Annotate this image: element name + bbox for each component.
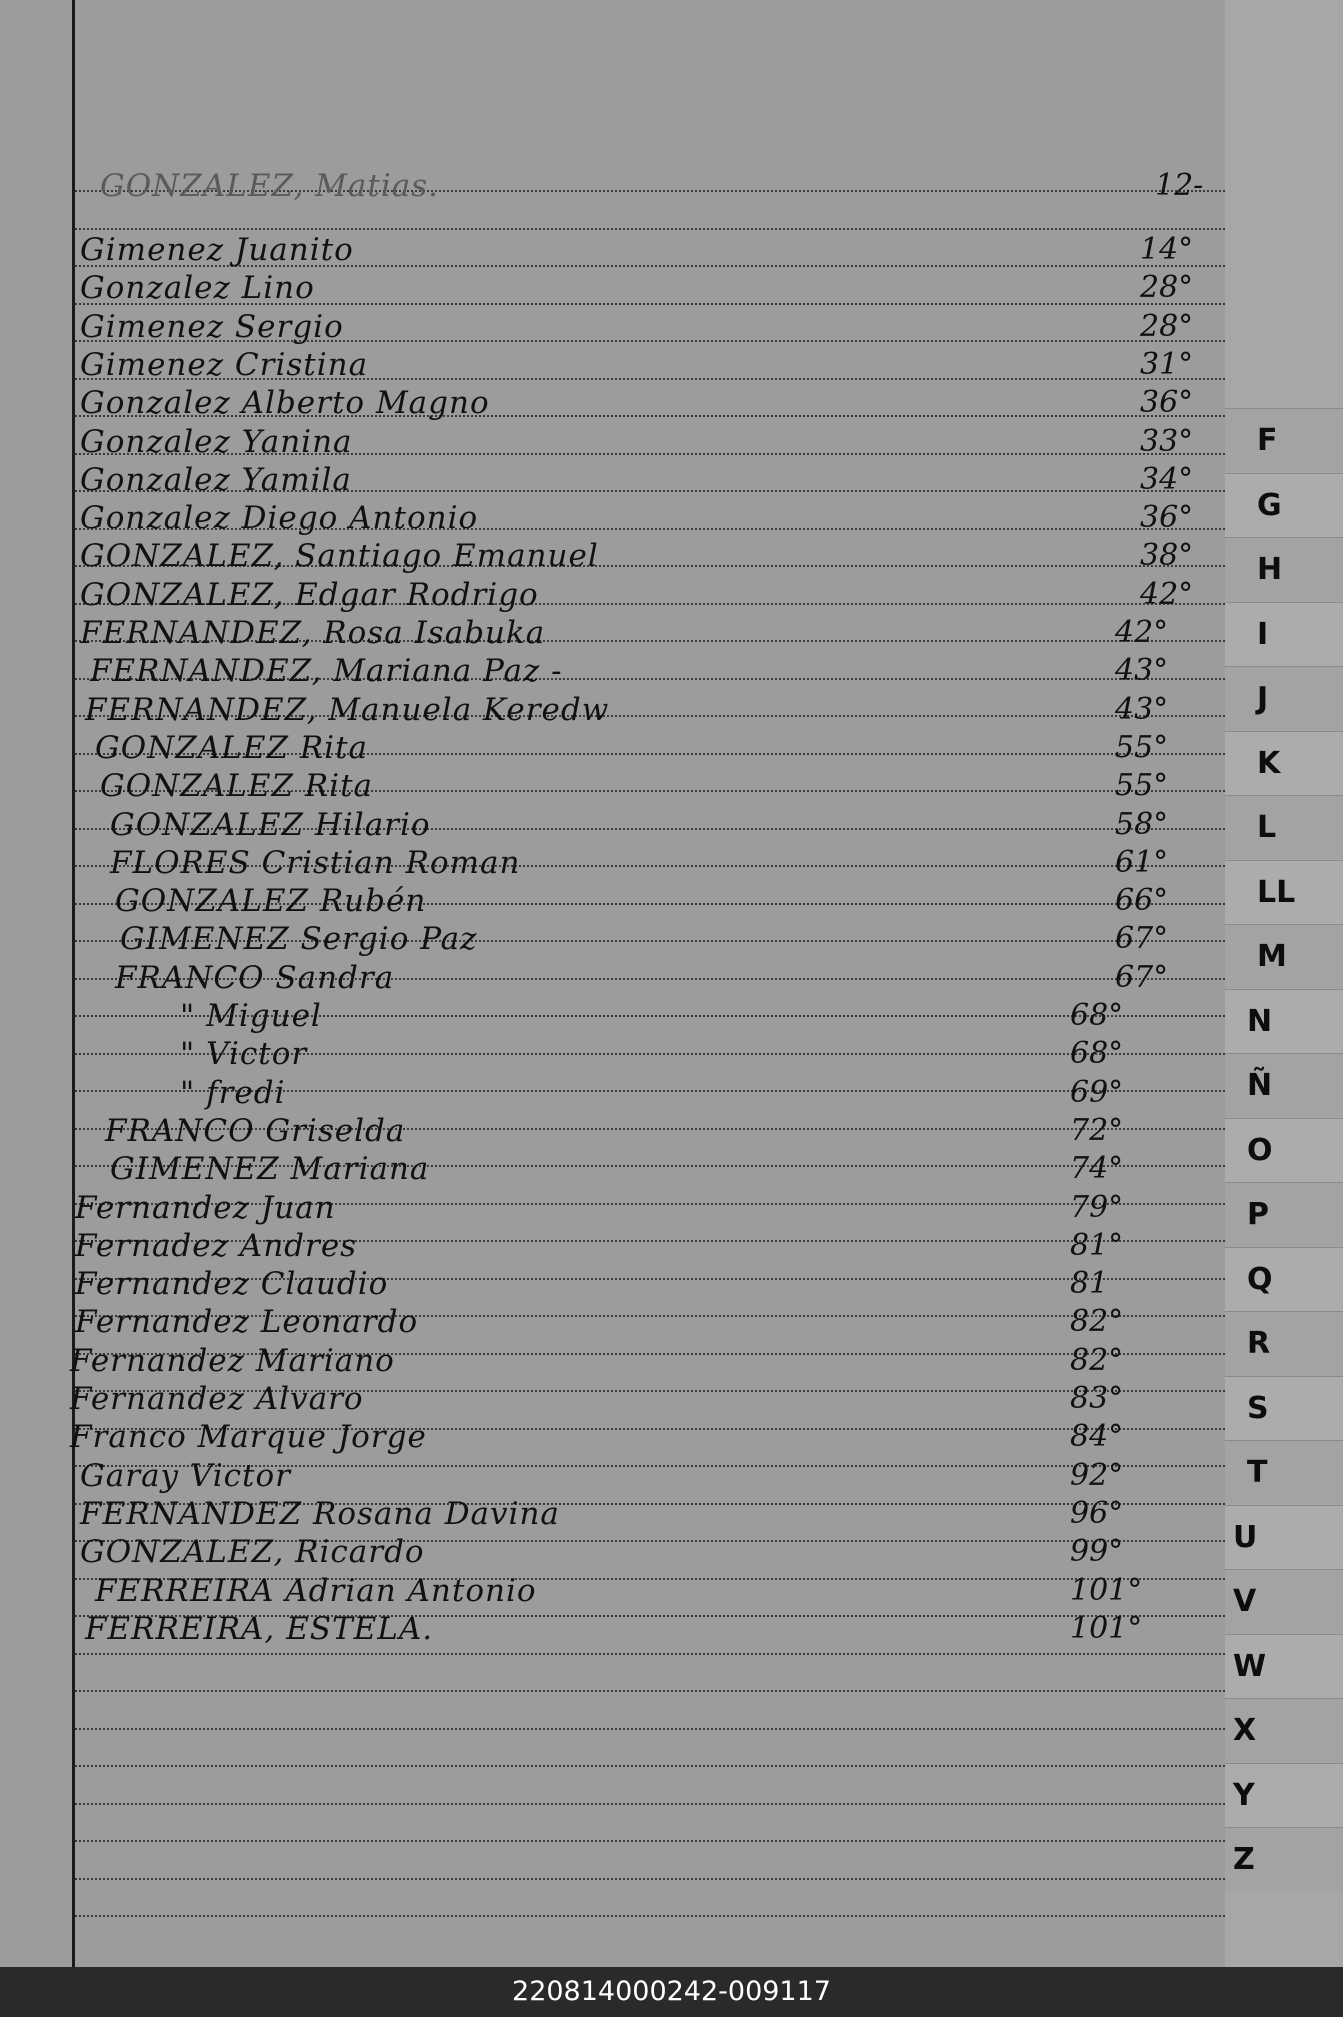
entry-number: 81°: [1070, 1227, 1124, 1263]
entry-name: FRANCO Griselda: [105, 1112, 406, 1149]
entry-number: 36°: [1140, 385, 1194, 421]
index-tab-letter: L: [1257, 810, 1277, 845]
index-tab-letter: O: [1247, 1132, 1273, 1168]
entry-number: 96°: [1070, 1495, 1124, 1531]
ledger-entry: [0, 1075, 1240, 1113]
ledger-entry: [0, 1304, 1240, 1342]
entry-number: 101°: [1070, 1572, 1143, 1608]
index-tab-letter: H: [1257, 552, 1283, 587]
entry-name: Franco Marque Jorge: [70, 1419, 427, 1456]
index-tab[interactable]: [1225, 1376, 1343, 1440]
entry-name: Fernadez Andres: [75, 1227, 358, 1264]
entry-number: 38°: [1140, 538, 1194, 574]
ledger-entry: [0, 385, 1240, 423]
entry-name: " fredi: [180, 1074, 286, 1111]
entry-name: Gonzalez Alberto Magno: [80, 385, 490, 422]
index-tab-letter: Q: [1247, 1261, 1273, 1297]
index-tab[interactable]: [1225, 1505, 1343, 1569]
entry-name: Gimenez Cristina: [80, 346, 369, 383]
entry-name: GONZALEZ Rita: [100, 768, 374, 805]
entry-number: 14°: [1140, 232, 1194, 267]
entry-name: Fernandez Juan: [75, 1189, 336, 1226]
entry-number: 42°: [1115, 615, 1169, 650]
ledger-entry: [0, 577, 1240, 615]
entry-name: Fernandez Claudio: [75, 1266, 389, 1303]
entry-number: 58°: [1115, 806, 1169, 842]
ledger-entry: [0, 883, 1240, 921]
page-reference: 12-: [1155, 168, 1204, 203]
ledger-entry: [0, 1343, 1240, 1381]
ledger-entry: [0, 960, 1240, 998]
index-tab-letter: W: [1233, 1648, 1267, 1684]
index-tab-letter: R: [1247, 1326, 1271, 1361]
index-tab[interactable]: [1225, 795, 1343, 859]
entry-number: 84°: [1070, 1419, 1124, 1455]
ledger-entry: [0, 1534, 1240, 1572]
index-tab[interactable]: [1225, 602, 1343, 666]
entry-number: 33°: [1140, 423, 1194, 459]
index-tab[interactable]: [1225, 1569, 1343, 1633]
ledger-entry: [0, 424, 1240, 462]
index-tab-letter: U: [1233, 1519, 1258, 1555]
ledger-entry: [0, 1381, 1240, 1419]
entry-number: 42°: [1140, 576, 1194, 612]
index-tab[interactable]: [1225, 1827, 1343, 1891]
header-row: [0, 168, 1240, 206]
entry-number: 82°: [1070, 1304, 1124, 1340]
entry-name: GONZALEZ, Santiago Emanuel: [80, 538, 599, 575]
index-tab[interactable]: [1225, 1053, 1343, 1117]
entry-number: 68°: [1070, 1036, 1124, 1072]
entry-name: Gonzalez Yanina: [80, 423, 353, 460]
ledger-entry: [0, 1611, 1240, 1649]
index-tab[interactable]: [1225, 1634, 1343, 1698]
entry-number: 28°: [1140, 270, 1194, 306]
ledger-entry: [0, 998, 1240, 1036]
entry-number: 82°: [1070, 1342, 1124, 1378]
entry-number: 79°: [1070, 1189, 1124, 1225]
index-tab[interactable]: [1225, 989, 1343, 1053]
ledger-entry: [0, 1573, 1240, 1611]
entry-name: Garay Victor: [80, 1457, 291, 1494]
index-tab-letter: N: [1247, 1003, 1273, 1039]
index-tab-letter: K: [1257, 745, 1281, 781]
entry-name: FERREIRA, ESTELA.: [85, 1610, 434, 1647]
index-tab[interactable]: [1225, 1311, 1343, 1375]
ledger-entry: [0, 309, 1240, 347]
ledger-entry: [0, 768, 1240, 806]
entry-name: FERNANDEZ, Manuela Keredw: [85, 691, 610, 728]
ledger-entry: [0, 692, 1240, 730]
ledger-entry: [0, 1458, 1240, 1496]
entry-name: GONZALEZ Rubén: [115, 883, 427, 920]
ledger-entry: [0, 921, 1240, 959]
ledger-entry: [0, 270, 1240, 308]
entry-name: FERNANDEZ, Mariana Paz -: [90, 653, 563, 690]
entry-name: FERREIRA Adrian Antonio: [95, 1572, 537, 1609]
ledger-entry: [0, 653, 1240, 691]
entry-name: FLORES Cristian Roman: [110, 844, 521, 881]
ledger-entry: [0, 1190, 1240, 1228]
entry-number: 74°: [1070, 1151, 1124, 1187]
entry-name: GIMENEZ Mariana: [110, 1151, 430, 1188]
entry-number: 81: [1070, 1266, 1109, 1302]
index-tab[interactable]: [1225, 1118, 1343, 1182]
entry-name: GONZALEZ, Edgar Rodrigo: [80, 576, 539, 613]
ledger-entry: [0, 1036, 1240, 1074]
ledger-entry: [0, 730, 1240, 768]
entry-name: Fernandez Alvaro: [70, 1381, 364, 1417]
entry-number: 43°: [1115, 691, 1169, 727]
ledger-entry: [0, 232, 1240, 270]
entry-number: 72°: [1070, 1112, 1124, 1148]
index-tab-letter: LL: [1257, 874, 1296, 910]
ledger-entry: [0, 1151, 1240, 1189]
index-tab[interactable]: [1225, 924, 1343, 988]
entry-name: " Miguel: [180, 998, 322, 1034]
index-tab-letter: V: [1233, 1584, 1257, 1619]
index-tab[interactable]: [1225, 1698, 1343, 1762]
index-tab-letter: T: [1247, 1455, 1268, 1490]
index-tab-letter: Ñ: [1247, 1068, 1273, 1103]
entry-name: Fernandez Leonardo: [75, 1304, 419, 1341]
entry-name: FERNANDEZ, Rosa Isabuka: [80, 615, 546, 651]
entry-name: Gonzalez Lino: [80, 270, 315, 307]
index-tab-letter: X: [1233, 1713, 1257, 1748]
entry-name: GIMENEZ Sergio Paz: [120, 921, 478, 958]
ledger-entry: [0, 845, 1240, 883]
ledger-entry: [0, 462, 1240, 500]
ledger-entry: [0, 1419, 1240, 1457]
index-tab-letter: Z: [1233, 1842, 1255, 1877]
index-tab-letter: S: [1247, 1390, 1269, 1426]
entry-name: GONZALEZ Rita: [95, 729, 369, 766]
index-tab-letter: G: [1257, 487, 1282, 523]
entry-name: " Victor: [180, 1036, 308, 1073]
entry-name: Gonzalez Yamila: [80, 461, 352, 498]
ledger-entry: [0, 1266, 1240, 1304]
entry-name: Gonzalez Diego Antonio: [80, 500, 479, 537]
ledger-entry: [0, 347, 1240, 385]
index-tab[interactable]: [1225, 1247, 1343, 1311]
index-tab-letter: Y: [1233, 1777, 1255, 1813]
ledger-entry: [0, 500, 1240, 538]
index-tab-letter: I: [1257, 616, 1269, 652]
entry-number: 34°: [1140, 461, 1194, 497]
entry-number: 101°: [1070, 1610, 1143, 1646]
index-tab[interactable]: [1225, 731, 1343, 795]
entry-number: 92°: [1070, 1457, 1124, 1493]
entry-number: 83°: [1070, 1381, 1124, 1416]
entry-number: 68°: [1070, 998, 1124, 1033]
entry-number: 69°: [1070, 1074, 1124, 1110]
entry-number: 67°: [1115, 959, 1169, 995]
index-tab[interactable]: [1225, 1763, 1343, 1827]
faded-header-name: GONZALEZ, Matias.: [100, 168, 439, 204]
ledger-entry: [0, 807, 1240, 845]
entry-number: 55°: [1115, 768, 1169, 804]
entry-name: FERNANDEZ Rosana Davina: [80, 1495, 560, 1532]
ledger-entry: [0, 615, 1240, 653]
index-tab-letter: F: [1257, 423, 1278, 458]
entry-number: 99°: [1070, 1534, 1124, 1570]
entry-number: 28°: [1140, 308, 1194, 344]
entry-name: GONZALEZ, Ricardo: [80, 1534, 425, 1571]
ledger-entry: [0, 538, 1240, 576]
entry-name: GONZALEZ Hilario: [110, 806, 431, 843]
index-tab-letter: J: [1257, 681, 1269, 716]
entry-name: Gimenez Sergio: [80, 308, 344, 345]
entry-number: 36°: [1140, 500, 1194, 536]
index-tab[interactable]: [1225, 1440, 1343, 1504]
index-tab[interactable]: [1225, 860, 1343, 924]
index-tab[interactable]: [1225, 473, 1343, 537]
entry-number: 66°: [1115, 883, 1169, 919]
alphabet-index-tabs: [1225, 0, 1343, 1967]
ledger-entry: [0, 1113, 1240, 1151]
entry-name: Fernandez Mariano: [70, 1342, 395, 1379]
index-tab[interactable]: [1225, 408, 1343, 472]
entry-number: 55°: [1115, 729, 1169, 765]
ledger-entry: [0, 1228, 1240, 1266]
index-tab[interactable]: [1225, 537, 1343, 601]
index-tab[interactable]: [1225, 666, 1343, 730]
entry-name: FRANCO Sandra: [115, 959, 395, 996]
entry-number: 61°: [1115, 844, 1169, 880]
document-id-footer: 220814000242-009117: [0, 1967, 1343, 2017]
entry-number: 31°: [1140, 346, 1194, 382]
entry-number: 67°: [1115, 921, 1169, 957]
index-tab-letter: P: [1247, 1197, 1269, 1232]
entry-number: 43°: [1115, 653, 1169, 689]
index-tab[interactable]: [1225, 1182, 1343, 1246]
entry-name: Gimenez Juanito: [80, 232, 354, 268]
ledger-entry: [0, 1496, 1240, 1534]
index-tab-letter: M: [1257, 939, 1287, 974]
